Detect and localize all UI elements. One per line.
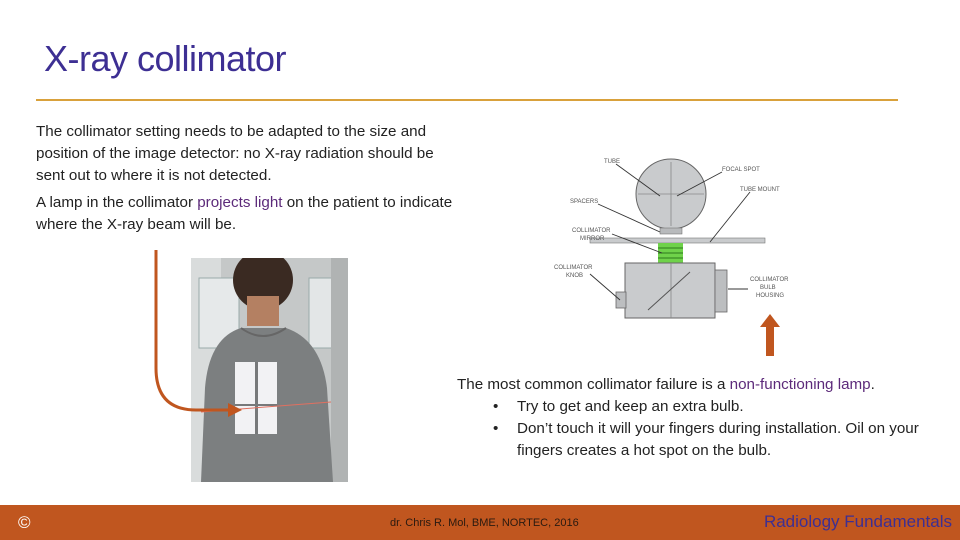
failure-sentence	[457, 374, 937, 396]
list-item-text: Don’t touch it will your fingers during installation. Oil on your fingers creates a hot spot on the bulb.	[517, 420, 919, 459]
label-collimator-mirror-line2: MIRROR	[580, 236, 605, 242]
label-collimator-knob-line2: KNOB	[566, 273, 584, 279]
label-bulb-housing-line2: BULB	[760, 285, 776, 291]
label-collimator-knob-line1: COLLIMATOR	[554, 265, 593, 271]
label-bulb-housing-line1: COLLIMATOR	[750, 277, 789, 283]
brand-link[interactable]: Radiology Fundamentals	[763, 512, 952, 531]
patient-light-field-photo	[191, 258, 348, 482]
copyright-icon: ©	[18, 513, 31, 532]
advice-list	[457, 396, 937, 462]
list-item-text: Try to get and keep an extra bulb.	[517, 398, 744, 415]
up-arrow-shaft	[766, 326, 774, 356]
label-focal-spot: FOCAL SPOT	[722, 167, 760, 173]
projects-light-highlight: projects light	[197, 194, 283, 211]
footer-bar	[0, 505, 960, 540]
title-underline	[36, 99, 898, 101]
failure-text-end: .	[870, 376, 875, 393]
label-bulb-housing-line3: HOUSING	[756, 293, 785, 299]
slide-title: X-ray collimator	[44, 38, 287, 79]
lamp-text-start: A lamp in the collimator	[36, 194, 198, 211]
label-spacers: SPACERS	[570, 199, 599, 205]
paragraph-collimator-setting: The collimator setting needs to be adapted to the size and position of the image detector: no X-ray radiation should be sent out to where it is not detected.	[36, 123, 434, 184]
patient-photo-graphic	[191, 258, 348, 482]
non-functioning-lamp-highlight: non-functioning lamp	[729, 376, 871, 393]
label-tube: TUBE	[604, 159, 621, 165]
paragraph-lamp	[36, 192, 456, 236]
leader-tube-mount	[710, 192, 750, 242]
list-item	[457, 396, 937, 418]
author-credit: dr. Chris R. Mol, BME, NORTEC, 2016	[390, 517, 579, 529]
label-collimator-mirror-line1: COLLIMATOR	[572, 228, 611, 234]
paragraph-collimator-failure	[457, 374, 937, 462]
leader-collimator-knob	[590, 274, 620, 300]
collimator-diagram	[550, 150, 800, 330]
label-tube-mount: TUBE MOUNT	[740, 187, 780, 193]
failure-text-start: The most common collimator failure is a	[457, 376, 730, 393]
list-item	[457, 418, 937, 462]
leader-collimator-mirror	[612, 234, 662, 253]
bullet-icon: •	[493, 398, 499, 415]
bullet-icon: •	[493, 420, 499, 437]
lamp-text-end: on the patient to indicate where the X-ray beam will be.	[36, 194, 453, 233]
